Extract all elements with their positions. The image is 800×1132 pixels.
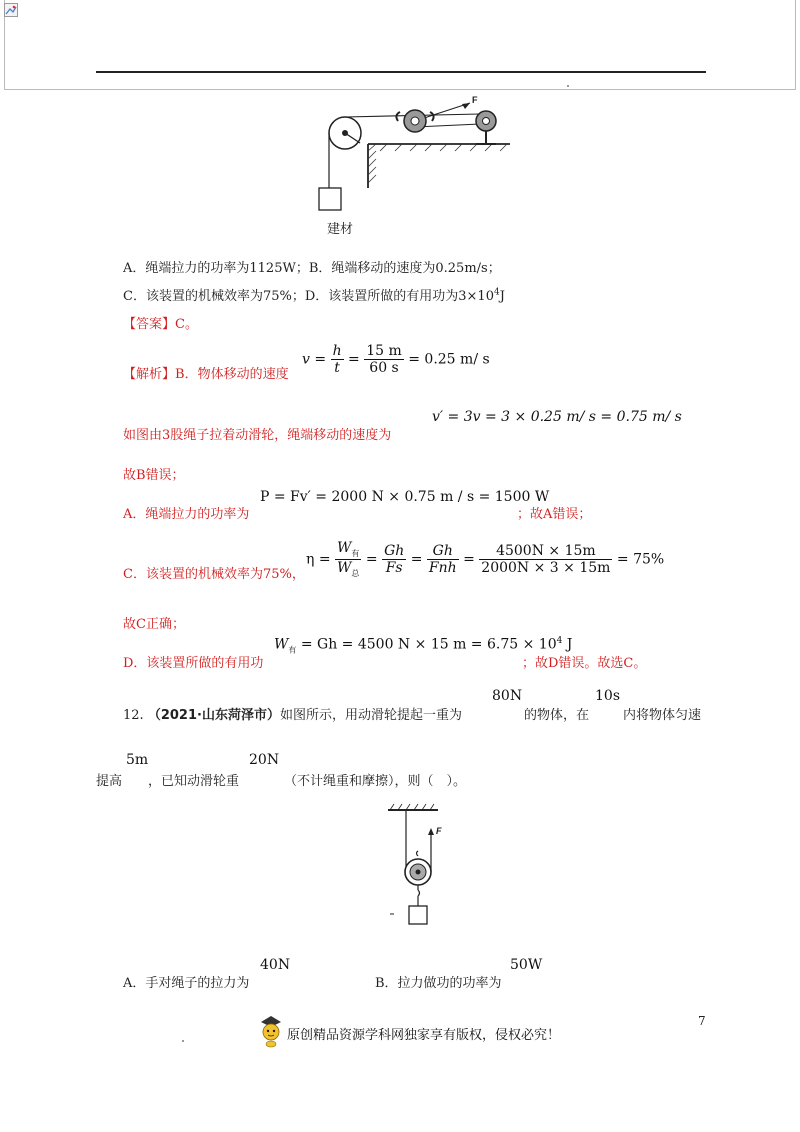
option-12-b: B．拉力做功的功率为 [375, 976, 502, 991]
answer-value: C。 [175, 317, 198, 332]
analysis-c-line: C．该装置的机械效率为75%， [123, 567, 305, 582]
footer-copyright: 原创精品资源学科网独家享有版权，侵权必究！ [287, 1028, 561, 1043]
analysis-label: 【解析】 [123, 367, 176, 382]
formula-rope-velocity: v′ = 3v = 3 × 0.25 m/ s = 0.75 m/ s [432, 409, 682, 425]
answer-label: 【答案】 [123, 317, 176, 332]
question-number: 12. [123, 708, 144, 723]
q12-text4: 提高 [96, 774, 123, 789]
d-wrong-line: ；故D错误。故选C。 [522, 656, 647, 671]
q12-text2: 的物体，在 [524, 708, 590, 723]
analysis-a-line: A．绳端拉力的功率为 [123, 507, 250, 522]
force-label-f2: F [436, 826, 442, 836]
question-12-line1: 12. （2021·山东菏泽市）如图所示，用动滑轮提起一重为 [123, 708, 462, 723]
broken-image-icon [4, 2, 18, 16]
formula-efficiency: η = $\frac{W_有}{W_总}$ = $\frac{Gh}{Fs}$ = $\frac{Gh}{\text{Fnh}}$ = $\frac{4500N \times 15m}{2000N \times 3 \times 15m}$ = 75% [306, 540, 665, 578]
answer-line [123, 313, 198, 332]
option-12-a-value: 40N [260, 957, 291, 973]
a-wrong-line: ；故A错误； [517, 507, 592, 522]
option-line-cd: C．该装置的机械效率为75%；D．该装置所做的有用功为$3\times 10^4J$ [123, 287, 505, 304]
c-right-line: 故C正确； [123, 617, 185, 632]
q12-pulley-weight: 20N [249, 752, 280, 768]
pulley-figure-1 [300, 93, 515, 238]
q12-weight: 80N [492, 688, 523, 704]
option-12-a: A．手对绳子的拉力为 [123, 976, 250, 991]
pulley-figure-2 [378, 800, 458, 930]
header-dot [567, 85, 569, 87]
q12-time: 10s [595, 688, 620, 704]
page-header [4, 0, 796, 90]
footer-dot [182, 1040, 184, 1042]
option-line-ab: A．绳端拉力的功率为1125W；B．绳端移动的速度为0.25m/s； [123, 261, 501, 276]
force-label-f: F [472, 95, 478, 105]
b-wrong-line: 故B错误； [123, 468, 185, 483]
q12-text3: 内将物体匀速 [623, 708, 702, 723]
formula-useful-work: $W_有 = Gh = 4500$ N × 15 $m = 6.75 \times 10^4$ J [274, 636, 573, 655]
header-rule [96, 71, 706, 73]
q12-text5: ，已知动滑轮重 [148, 774, 240, 789]
formula-velocity: v = $\frac{h}{t}$ = $\frac{15 m}{60 s}$ = 0.25 m/ s [302, 343, 490, 376]
question-source: （2021·山东菏泽市） [147, 708, 280, 723]
analysis-b-line: 【解析】B．物体移动的速度 [123, 367, 289, 382]
rope-speed-line: 如图由3股绳子拉着动滑轮，绳端移动的速度为 [123, 428, 392, 443]
q12-height: 5m [126, 752, 149, 768]
building-material-label: 建材 [327, 222, 354, 237]
analysis-d-line: D．该装置所做的有用功 [123, 656, 264, 671]
formula-power: P = Fv′ = 2000 N × 0.75 m / s = 1500 W [260, 489, 550, 505]
option-12-b-value: 50W [510, 957, 543, 973]
page-number: 7 [698, 1014, 706, 1028]
mascot-logo-icon [258, 1014, 284, 1048]
q12-text6: （不计绳重和摩擦），则（ ）。 [284, 774, 467, 789]
